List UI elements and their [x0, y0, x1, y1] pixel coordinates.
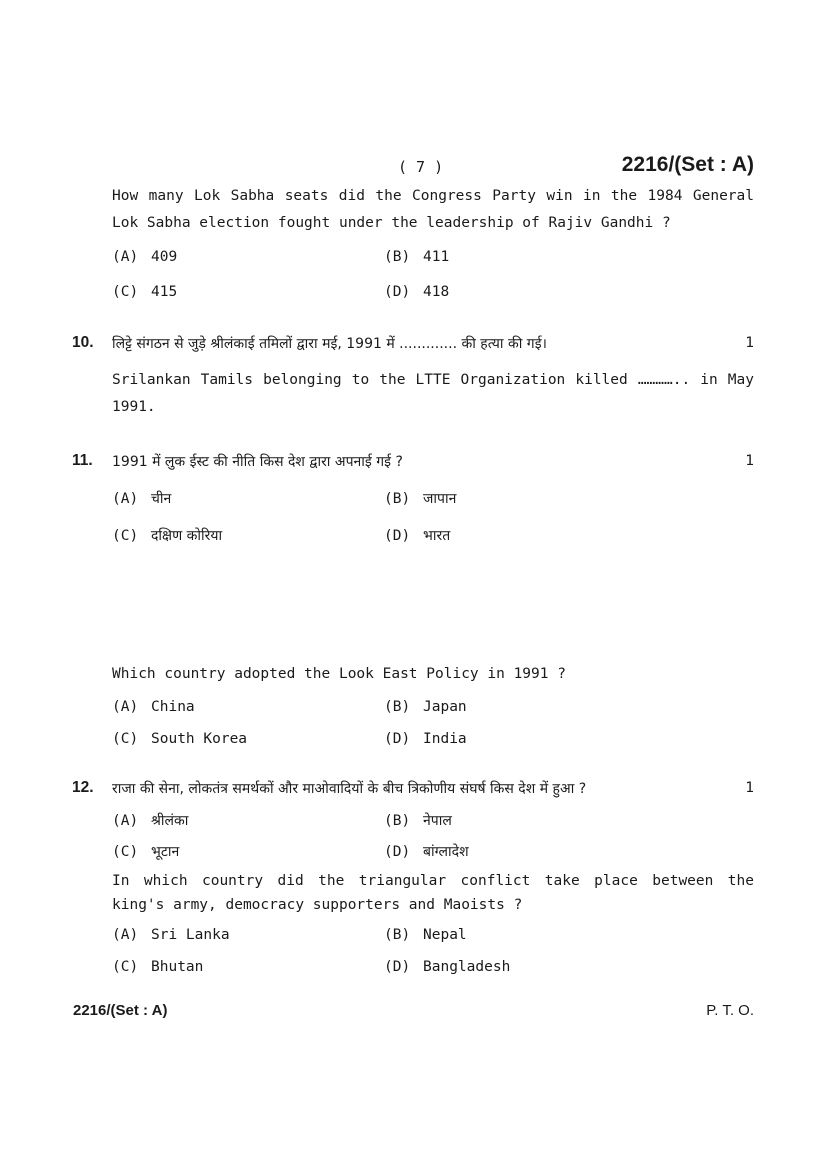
option-label: (C)	[112, 284, 139, 300]
option-label: (C)	[112, 844, 139, 860]
q12-english-option-c	[112, 959, 203, 975]
option-text: चीन	[151, 491, 172, 507]
option-label: (C)	[112, 959, 139, 975]
option-label: (D)	[384, 731, 411, 747]
option-label: (A)	[112, 249, 139, 265]
option-text: बांग्लादेश	[423, 844, 469, 860]
q11-english-option-b	[384, 699, 467, 715]
option-text: South Korea	[151, 731, 248, 747]
q11-english-option-d	[384, 731, 467, 747]
pto-label: P. T. O.	[706, 1002, 754, 1019]
option-text: श्रीलंका	[151, 813, 189, 829]
option-label: (B)	[384, 927, 411, 943]
option-label: (A)	[112, 491, 139, 507]
q10-number: 10.	[72, 334, 94, 351]
q11-english-option-a	[112, 699, 195, 715]
q12-english-text: In which country did the triangular conflict take place between the king's army, democracy supporters and Maoists ?	[112, 873, 754, 913]
option-label: (D)	[384, 844, 411, 860]
option-label: (D)	[384, 959, 411, 975]
q9-option-c	[112, 284, 177, 300]
q10-marks: 1	[745, 335, 754, 351]
q11-hindi-text: 1991 में लुक ईस्ट की नीति किस देश द्वारा अपनाई गई ?	[112, 454, 403, 470]
q11-english-option-c	[112, 731, 247, 747]
option-label: (B)	[384, 491, 411, 507]
q10-hindi-text: लिट्टे संगठन से जुड़े श्रीलंकाई तमिलों द्वारा मई, 1991 में ............. की हत्या की गई।	[112, 336, 547, 352]
option-text: 409	[151, 249, 178, 265]
option-text: Bhutan	[151, 959, 204, 975]
q12-hindi-option-b	[384, 811, 452, 830]
paper-code-footer: 2216/(Set : A)	[73, 1002, 168, 1019]
option-text: जापान	[423, 491, 457, 507]
q12-english-option-a	[112, 927, 230, 943]
option-text: भूटान	[151, 844, 180, 860]
q12-english-option-d	[384, 959, 510, 975]
q12-marks: 1	[745, 780, 754, 796]
q11-hindi-option-c	[112, 526, 222, 545]
q11-hindi-option-b	[384, 489, 456, 508]
option-text: India	[423, 731, 467, 747]
option-text: दक्षिण कोरिया	[151, 528, 223, 544]
option-text: 411	[423, 249, 450, 265]
q12-hindi-option-d	[384, 842, 469, 861]
option-label: (A)	[112, 927, 139, 943]
option-label: (C)	[112, 731, 139, 747]
option-text: 418	[423, 284, 450, 300]
option-text: Sri Lanka	[151, 927, 230, 943]
page-number: ( 7 )	[398, 158, 444, 176]
option-text: China	[151, 699, 195, 715]
option-label: (B)	[384, 249, 411, 265]
option-label: (B)	[384, 813, 411, 829]
q11-number: 11.	[72, 452, 93, 469]
q11-english-text: Which country adopted the Look East Policy in 1991 ?	[112, 666, 566, 682]
q12-english-option-b	[384, 927, 467, 943]
option-text: Japan	[423, 699, 467, 715]
option-label: (D)	[384, 284, 411, 300]
q12-hindi-option-c	[112, 842, 179, 861]
q12-number: 12.	[72, 779, 94, 796]
option-text: भारत	[423, 528, 451, 544]
option-text: नेपाल	[423, 813, 452, 829]
q11-hindi-option-a	[112, 489, 171, 508]
q9-option-a	[112, 249, 177, 265]
option-text: Bangladesh	[423, 959, 511, 975]
q11-hindi-option-d	[384, 526, 450, 545]
option-label: (B)	[384, 699, 411, 715]
q10-english-text: Srilankan Tamils belonging to the LTTE Organization killed ………….. in May 1991.	[112, 372, 754, 415]
q11-marks: 1	[745, 453, 754, 469]
option-label: (A)	[112, 813, 139, 829]
q9-option-d	[384, 284, 449, 300]
q9-english-text: How many Lok Sabha seats did the Congress Party win in the 1984 General Lok Sabha election fought under the leadership of Rajiv Gandhi ?	[112, 188, 754, 231]
q12-hindi-text: राजा की सेना, लोकतंत्र समर्थकों और माओवादियों के बीच त्रिकोणीय संघर्ष किस देश में हुआ ?	[112, 781, 587, 797]
paper-code-header: 2216/(Set : A)	[621, 153, 754, 176]
q9-option-b	[384, 249, 449, 265]
option-label: (D)	[384, 528, 411, 544]
option-label: (A)	[112, 699, 139, 715]
option-text: 415	[151, 284, 178, 300]
option-label: (C)	[112, 528, 139, 544]
option-text: Nepal	[423, 927, 467, 943]
q12-hindi-option-a	[112, 811, 188, 830]
